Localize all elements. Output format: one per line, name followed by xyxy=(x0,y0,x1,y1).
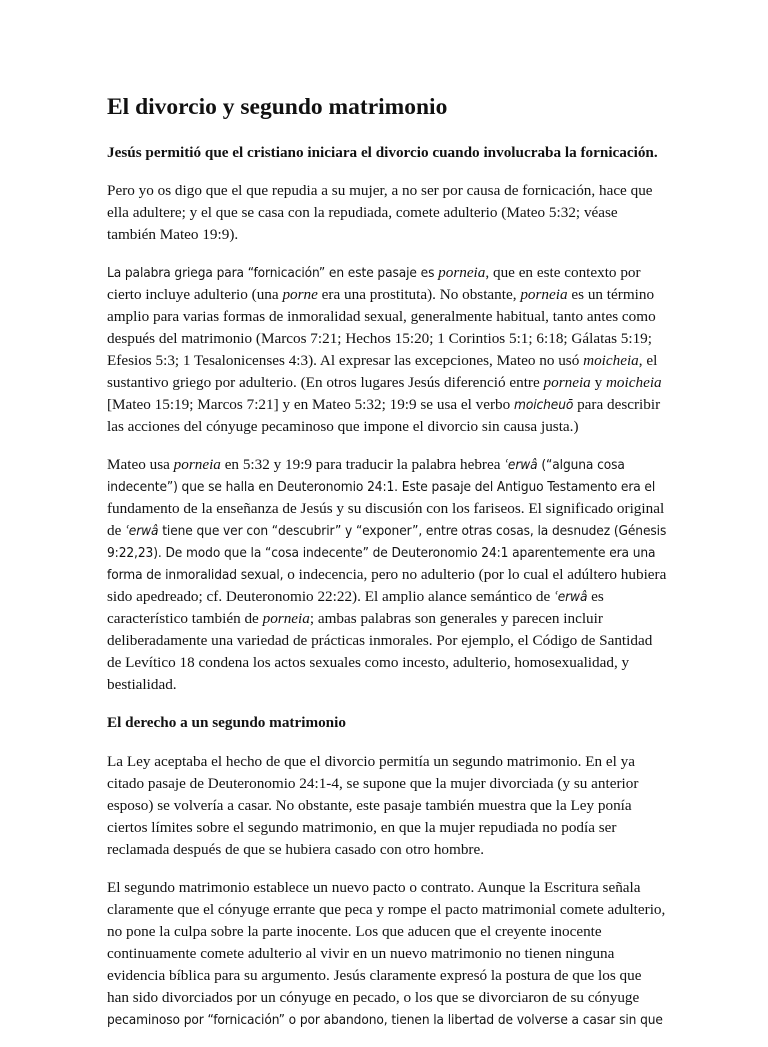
section-heading: El derecho a un segundo matrimonio xyxy=(107,714,346,731)
p3-l: es característico también de xyxy=(107,588,604,627)
p2-k: y xyxy=(590,374,606,391)
p3-d: ʿerwâ xyxy=(504,457,538,473)
document-page xyxy=(107,92,667,1047)
p3-m: porneia xyxy=(262,610,310,627)
paragraph-2 xyxy=(107,262,667,438)
paragraph-5 xyxy=(107,877,667,1031)
p2-n: moicheuō xyxy=(514,397,574,413)
p2-e: era una prostituta). No obstante, xyxy=(317,286,521,303)
p3-b: porneia xyxy=(173,456,221,473)
p3-g: ʿerwâ xyxy=(125,523,159,539)
p3-c: en 5:32 y 19:9 para traducir la palabra hebrea xyxy=(220,456,505,473)
p2-g: es un término amplio para varias formas de inmoralidad sexual, generalmente habitual, tanto antes como después del matrimonio (Marcos 7:21; Hechos 15:20; 1 Corintios 5:1; 6:18; Gálatas 5:19; Efesios 5:3; 1 Tesalonicenses 4:3). Al expresar las excepciones, Mateo no usó xyxy=(107,286,656,369)
p2-c: , que en este contexto por cierto incluye adulterio (una xyxy=(107,264,641,303)
p5-a: El segundo matrimonio establece un nuevo pacto o contrato. Aunque la Escritura señala claramente que el cónyuge errante que peca y rompe el pacto matrimonial comete adulterio, no pone la culpa sobre la parte inocente. Los que aducen que el creyente inocente continuamente comete adulterio al vivir en un nuevo matrimonio no tienen ninguna evidencia bíblica para su argumento. Jesús claramente expresó la postura de que los que han sido divorciados por un cónyuge en pecado, o los que se divorciaron de su cónyuge xyxy=(107,879,666,1006)
p3-n: ; ambas palabras son generales y parecen incluir deliberadamente una variedad de prácticas inmorales. Por ejemplo, el Código de Santidad de Levítico 18 condena los actos sexuales como incesto, adulterio, homosexualidad, y bestialidad. xyxy=(107,610,653,693)
p2-b: porneia xyxy=(438,264,486,281)
p2-d: porne xyxy=(282,286,318,303)
p2-l: moicheia xyxy=(605,374,662,391)
p3-h: tiene que ver con “descubrir” y “exponer”, entre otras cosas, la desnudez (Génesis 9:22,23). xyxy=(107,523,667,561)
p5-b: pecaminoso por “fornicación” o por abandono, tienen la libertad de volverse a casar sin que xyxy=(107,1012,663,1028)
p2-m: [Mateo 15:19; Marcos 7:21] y en Mateo 5:32; 19:9 se usa el verbo xyxy=(107,396,515,413)
p2-o: para describir las acciones del cónyuge pecaminoso que impone el divorcio sin causa justa.) xyxy=(107,396,661,435)
p2-h: moicheia xyxy=(583,352,639,369)
p3-a: Mateo usa xyxy=(107,456,174,473)
p3-e: (“alguna cosa indecente”) que se halla en Deuteronomio 24:1. Este pasaje del Antiguo Testamento era el xyxy=(107,457,656,495)
subtitle: Jesús permitió que el cristiano iniciara el divorcio cuando involucraba la fornicación. xyxy=(107,144,658,161)
paragraph-3 xyxy=(107,454,667,696)
p2-j: porneia xyxy=(543,374,591,391)
p2-a: La palabra griega para “fornicación” en este pasaje es xyxy=(107,265,439,281)
p3-j: o indecencia, pero no adulterio (por lo cual el adúltero hubiera sido apedreado; cf. Deuteronomio 22:22). El amplio alance semántico de xyxy=(107,566,667,605)
paragraph-4: La Ley aceptaba el hecho de que el divorcio permitía un segundo matrimonio. En el ya citado pasaje de Deuteronomio 24:1-4, se supone que la mujer divorciada (y su anterior esposo) se volvería a casar. No obstante, este pasaje también muestra que la Ley ponía ciertos límites sobre el segundo matrimonio, en que la mujer repudiada no podía ser reclamada después de que se hubiera casado con otro hombre. xyxy=(107,753,639,858)
p3-f: fundamento de la enseñanza de Jesús y su discusión con los fariseos. El significado original de xyxy=(107,500,665,539)
page-title: El divorcio y segundo matrimonio xyxy=(107,94,448,120)
p3-k: ʿerwâ xyxy=(554,589,588,605)
p2-f: porneia xyxy=(520,286,568,303)
paragraph-1: Pero yo os digo que el que repudia a su mujer, a no ser por causa de fornicación, hace que ella adultere; y el que se casa con la repudiada, comete adulterio (Mateo 5:32; véase también Mateo 19:9). xyxy=(107,182,653,243)
p2-i: , el sustantivo griego por adulterio. (En otros lugares Jesús diferenció entre xyxy=(107,352,658,391)
p3-i: De modo que la “cosa indecente” de Deuteronomio 24:1 aparentemente era una forma de inmoralidad sexual, xyxy=(107,545,656,583)
